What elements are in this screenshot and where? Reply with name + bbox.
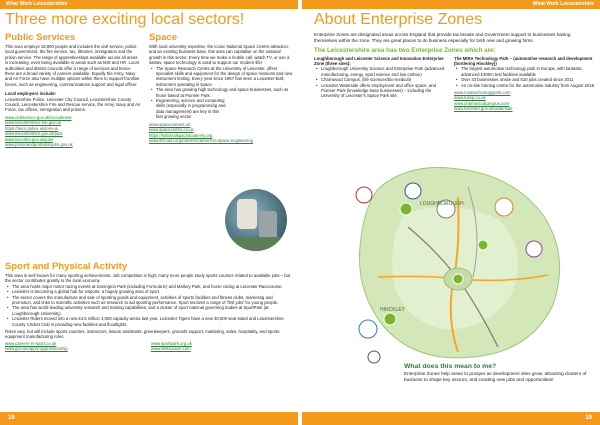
link-apprenticeship[interactable]: www.gov.uk/apply-apprenticeship bbox=[5, 346, 68, 352]
ez-subheading: The Leicestershire area has two Enterprise Zones which are: bbox=[314, 46, 496, 54]
zone1-title: Loughborough and Leicester Science and Innovation Enterprise Zone (three sites): bbox=[314, 55, 444, 66]
left-page bbox=[5, 11, 293, 411]
sport-section bbox=[5, 261, 293, 352]
space-photo bbox=[225, 189, 287, 251]
link-lusep[interactable]: www.lusep.co.uk bbox=[454, 95, 486, 101]
space-bullet: • The Space Research Centre at the University of Leicester, offers specialist skills and equipment for the design of space missions and new instrument testing. Every year since 1967 has seen a Leicester-built instrument operating in space. bbox=[156, 66, 293, 88]
map-label-loughborough: LOUGHBOROUGH bbox=[420, 201, 464, 207]
zone1-bullet: • Leicester Waterside offers employment and office space, and Pioneer Park (knowledge base businesses) – including the University of Leicester's Space Park site. bbox=[321, 83, 448, 99]
sport-closing: Roles vary, but will include sports coaches, instructors, leisure assistants, greenkeepers, grounds support, marketing, sales, hospitality, and sports equipment manufacturing roles. bbox=[5, 329, 280, 340]
link-skillsactive[interactable]: www.skillsactive.com bbox=[151, 346, 191, 352]
map-caption bbox=[404, 363, 590, 383]
page-number-left: 18 bbox=[8, 415, 15, 421]
space-links bbox=[149, 122, 293, 144]
link-space-academy[interactable]: https://nationalspaceacademy.org bbox=[149, 132, 213, 138]
ez-intro: Enterprise Zones are designated areas across England that provide tax breaks and Government support to businesses basing themselves within the zone. They are great places to do business especially for both new and growing firms. bbox=[314, 32, 571, 43]
link-stfc[interactable]: www.stfc.ukri.org/careers/careers-in-space-engineering bbox=[149, 137, 253, 143]
space-bullets bbox=[149, 66, 293, 120]
space-body: With local university expertise, the iconic National Space Centre attraction, and an existing business base, this area can capitalise on the national growth in this sector. Every time we make a mobile call, watch TV, or use a satnav, space technology is used to support our modern life! bbox=[149, 44, 290, 66]
link-prison-jobs[interactable]: www.prisonandprobationjobs.gov.uk bbox=[5, 141, 73, 147]
link-charnwood[interactable]: www.charnwoodcampus.com bbox=[454, 100, 510, 106]
sport-bullet: • The area hosts major motor racing events at Donington Park (including Formula E) and Mallory Park, and horse racing at Leicester Racecourse. bbox=[12, 284, 293, 289]
footer-bar-left bbox=[0, 412, 298, 425]
header-bar-left bbox=[0, 0, 298, 9]
right-page bbox=[314, 11, 594, 411]
zone2-links bbox=[454, 90, 594, 112]
caption-heading: What does this mean to me? bbox=[404, 363, 497, 370]
sport-bullets bbox=[5, 284, 293, 327]
link-careers-in-sport[interactable]: www.careers-in-sport.co.uk bbox=[5, 340, 57, 346]
zone2-bullet: • An on-site training centre for the automotive industry from August 2018 bbox=[461, 83, 594, 88]
zone2-bullet: • Over 33 businesses onsite and 510 jobs created since 2011 bbox=[461, 77, 594, 82]
link-police[interactable]: https://leics.police.uk/join-us bbox=[5, 125, 58, 131]
space-bullet: • Engineering, science and computing skills (especially in programming and data management) are key in this fast growing sector bbox=[156, 98, 293, 120]
zone2-bullet: • The largest automotive technology park in Europe, with fantastic, advanced £300m test facilities available bbox=[461, 66, 594, 77]
employers-label: Local employers include: bbox=[5, 91, 57, 97]
space-column bbox=[149, 32, 293, 147]
sport-heading: Sport and Physical Activity bbox=[5, 261, 128, 272]
link-county-jobs[interactable]: www.leicestershire.gov.uk/jobs bbox=[5, 131, 63, 137]
zone2-bullets bbox=[454, 66, 594, 88]
link-city-jobs[interactable]: www.leicester.gov.uk/jobs bbox=[5, 136, 54, 142]
header-text-left: What Work Leicestershire bbox=[6, 1, 68, 7]
left-page-title: Three more exciting local sectors! bbox=[5, 11, 245, 28]
link-waterside[interactable]: www.leicester.gov.uk/waterside bbox=[454, 106, 513, 112]
link-mira[interactable]: www.miratechnologypark.com bbox=[454, 90, 511, 96]
link-space-centre[interactable]: www.spacecentre.co.uk bbox=[149, 127, 194, 133]
employers-list: Leicestershire Police, Leicester City Council, Leicestershire County Council, Leicestershire Fire and Rescue service, the Army, Navy and Air Force, tax offices, immigration and prisons. bbox=[5, 96, 141, 113]
link-fire[interactable]: www.leicestershire-fire.gov.uk bbox=[5, 120, 61, 126]
link-sportpark[interactable]: www.sportpark.org.uk bbox=[151, 340, 192, 346]
footer-bar-right bbox=[302, 412, 600, 425]
map-label-hinckley: HINCKLEY bbox=[380, 307, 406, 313]
right-page-title: About Enterprise Zones bbox=[314, 11, 483, 28]
header-text-right: What Work Leicestershire bbox=[532, 1, 594, 7]
caption-body: Enterprise Zones help areas to prosper as development sites grow, attracting clusters of business to shape key sectors, and creating new jobs and opportunities! bbox=[404, 371, 587, 382]
public-services-body: This area employs 18,900 people and includes the civil service, police, local government, the fire service, tax, libraries, immigration and the prison service. The range of apprenticeships available across all areas is increasing, even being available in areas such as MIS and HR. Local authorities and district councils offer a range of services and hence there are a broad variety of careers available. Equally the Army, Navy and Air Force also have multiple options within them to support frontline forces, such as engineering, communications support and legal officer. bbox=[5, 44, 140, 87]
zone1-bullet: • Charnwood Campus, (life sciences/bio-medical) bbox=[321, 77, 448, 82]
header-bar-right bbox=[302, 0, 600, 9]
space-bullet: • The area has growing high technology and space businesses, such as those based at Pioneer Park. bbox=[156, 87, 293, 98]
zone1-bullet: • Loughborough University Science and Enterprise Park (advanced manufacturing, energy, sport science and low carbon) bbox=[321, 66, 448, 77]
sport-bullet: • The sector covers the manufacture and sale of sporting goods and equipment, activities of sports facilities and fitness clubs, marketing and promotion, and links to scientific activities such as research to aid sporting performance. Sport involves a range of 'first jobs' for young people. bbox=[12, 295, 293, 306]
link-civil-service[interactable]: www.civilservice.gov.uk/recruitment bbox=[5, 114, 72, 120]
left-columns bbox=[5, 32, 293, 147]
link-space-careers[interactable]: www.spacecareers.uk bbox=[149, 121, 191, 127]
public-services-links bbox=[5, 115, 141, 147]
sport-links bbox=[5, 341, 293, 352]
zone2-column bbox=[454, 56, 594, 112]
page-number-right: 19 bbox=[585, 415, 592, 421]
space-heading: Space bbox=[149, 32, 177, 43]
public-services-column bbox=[5, 32, 141, 147]
public-services-heading: Public Services bbox=[5, 32, 76, 43]
enterprise-zone-map bbox=[308, 157, 594, 365]
sport-bullet: • Leicester is becoming a global hub for eSports, a hugely growing area of sport. bbox=[12, 289, 293, 294]
zone1-bullets bbox=[314, 66, 448, 98]
zones-columns bbox=[314, 56, 594, 112]
zone2-title: The MIRA Technology Park – (automotive research and development (bordering Hinckley)) bbox=[454, 55, 593, 66]
sport-body: This area is well known for many sporting achievements. Job competition is high; many more people study sports courses related to available jobs – but the sector contributes greatly to the local economy. bbox=[5, 273, 291, 284]
sport-bullet: • The area has world-leading university research and training capabilities, and a cluster of sport national governing bodies at SportPark (at Loughborough University). bbox=[12, 305, 293, 316]
zone1-column bbox=[314, 56, 448, 112]
sport-bullet: • Leicester Riders moved into a new £4.5 million 3,000 capacity arena last year, Leicester Tigers have a new 30,000 seat stand and Leicestershire County Cricket Club is providing new facilities and floodlights. bbox=[12, 316, 293, 327]
